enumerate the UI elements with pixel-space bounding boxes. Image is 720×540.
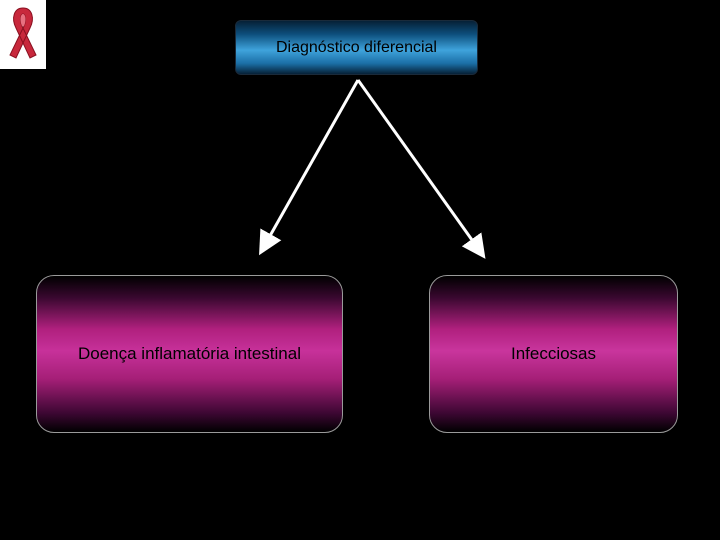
branch-node-right-label: Infecciosas <box>510 344 597 363</box>
branch-node-right <box>429 275 678 433</box>
branch-node-left <box>36 275 343 433</box>
branch-node-left-label: Doença inflamatória intestinal <box>77 344 301 363</box>
root-node-label: Diagnóstico diferencial <box>276 38 437 56</box>
arrow-to-right-branch <box>358 80 482 254</box>
root-node <box>235 20 478 75</box>
arrow-to-left-branch <box>262 80 358 250</box>
